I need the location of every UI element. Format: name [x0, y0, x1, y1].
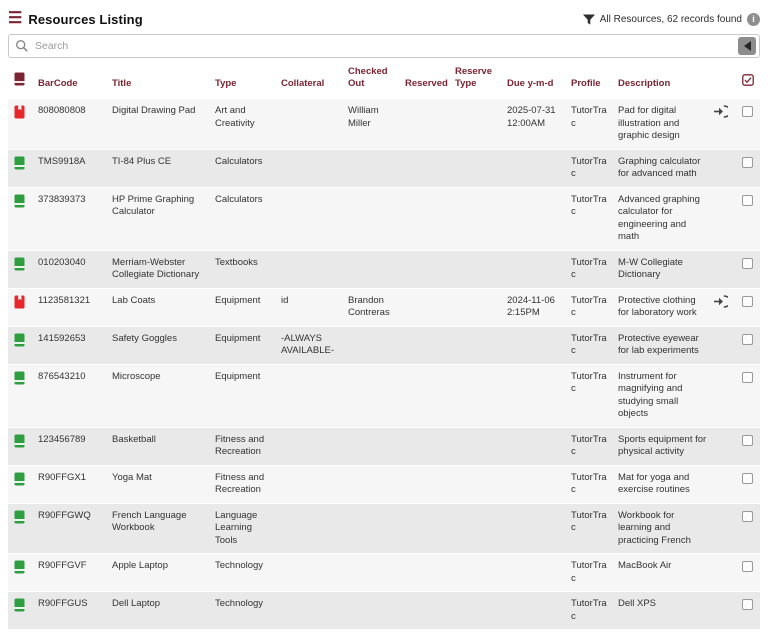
- cell-reserve-type: [451, 503, 503, 554]
- cell-reserve-type: [451, 250, 503, 288]
- table-row[interactable]: [8, 187, 760, 250]
- cell-reserved: [401, 99, 451, 149]
- column-header-action: [711, 60, 737, 99]
- cell-reserve-type: [451, 364, 503, 427]
- green-book-icon: [14, 371, 25, 390]
- cell-action-empty: [711, 364, 737, 427]
- cell-type: Fitness and Recreation: [211, 427, 277, 465]
- cell-reserved: [401, 427, 451, 465]
- cell-action-empty: [711, 427, 737, 465]
- cell-description: Pad for digital illustration and graphic design: [614, 99, 711, 149]
- row-checkbox[interactable]: [742, 157, 753, 168]
- table-row[interactable]: [8, 503, 760, 554]
- cell-barcode: R90FFGUS: [34, 592, 108, 630]
- cell-profile: TutorTrac: [567, 99, 614, 149]
- cell-profile: TutorTrac: [567, 149, 614, 187]
- row-checkbox[interactable]: [742, 296, 753, 307]
- cell-barcode: 1123581321: [34, 288, 108, 326]
- cell-due: [503, 427, 567, 465]
- cell-description: Protective clothing for laboratory work: [614, 288, 711, 326]
- cell-due: [503, 364, 567, 427]
- cell-due: [503, 554, 567, 592]
- cell-profile: TutorTrac: [567, 364, 614, 427]
- column-header-collateral[interactable]: Collateral: [277, 60, 344, 99]
- sign-in-arrow-icon[interactable]: [713, 295, 728, 313]
- cell-description: Graphing calculator for advanced math: [614, 149, 711, 187]
- row-checkbox[interactable]: [742, 106, 753, 117]
- column-header-checked-out[interactable]: Checked Out: [344, 60, 401, 99]
- funnel-icon[interactable]: [583, 14, 595, 25]
- cell-title: HP Prime Graphing Calculator: [108, 187, 211, 250]
- cell-description: Protective eyewear for lab experiments: [614, 326, 711, 364]
- row-checkbox[interactable]: [742, 599, 753, 610]
- cell-reserved: [401, 503, 451, 554]
- cell-due: [503, 250, 567, 288]
- cell-due: [503, 187, 567, 250]
- cell-barcode: 808080808: [34, 99, 108, 149]
- row-checkbox[interactable]: [742, 372, 753, 383]
- cell-title: Basketball: [108, 427, 211, 465]
- row-checkbox[interactable]: [742, 435, 753, 446]
- table-row[interactable]: [8, 592, 760, 630]
- hamburger-icon[interactable]: ☰: [8, 10, 23, 27]
- cell-collateral: [277, 149, 344, 187]
- cell-checked-out: [344, 592, 401, 630]
- cell-barcode: TMS9918A: [34, 149, 108, 187]
- green-book-icon: [14, 156, 25, 175]
- cell-profile: TutorTrac: [567, 326, 614, 364]
- cell-type: Equipment: [211, 364, 277, 427]
- cell-action-empty: [711, 503, 737, 554]
- cell-type: Equipment: [211, 288, 277, 326]
- cell-collateral: [277, 592, 344, 630]
- green-book-icon: [14, 434, 25, 453]
- cell-checked-out: [344, 503, 401, 554]
- table-row[interactable]: [8, 250, 760, 288]
- cell-type: Language Learning Tools: [211, 503, 277, 554]
- table-row[interactable]: [8, 99, 760, 149]
- cell-type: Art and Creativity: [211, 99, 277, 149]
- table-row[interactable]: [8, 364, 760, 427]
- cell-profile: TutorTrac: [567, 592, 614, 630]
- cell-reserved: [401, 288, 451, 326]
- cell-due: [503, 465, 567, 503]
- cell-type: Textbooks: [211, 250, 277, 288]
- cell-reserved: [401, 554, 451, 592]
- top-bar: [8, 8, 760, 30]
- cell-reserve-type: [451, 326, 503, 364]
- cell-collateral: [277, 187, 344, 250]
- cell-profile: TutorTrac: [567, 187, 614, 250]
- row-checkbox[interactable]: [742, 334, 753, 345]
- cell-collateral: [277, 427, 344, 465]
- row-checkbox[interactable]: [742, 195, 753, 206]
- cell-type: Calculators: [211, 187, 277, 250]
- cell-reserved: [401, 326, 451, 364]
- row-checkbox[interactable]: [742, 473, 753, 484]
- cell-profile: TutorTrac: [567, 427, 614, 465]
- table-row[interactable]: [8, 326, 760, 364]
- column-header-reserve-type[interactable]: Reserve Type: [451, 60, 503, 99]
- cell-collateral: id: [277, 288, 344, 326]
- cell-reserve-type: [451, 99, 503, 149]
- column-header-barcode[interactable]: BarCode: [34, 60, 108, 99]
- search-input[interactable]: [8, 34, 760, 58]
- sign-in-arrow-icon[interactable]: [713, 105, 728, 123]
- cell-description: Dell XPS: [614, 592, 711, 630]
- cell-checked-out: [344, 187, 401, 250]
- cell-checked-out: William Miller: [344, 99, 401, 149]
- cell-barcode: R90FFGWQ: [34, 503, 108, 554]
- cell-barcode: 123456789: [34, 427, 108, 465]
- cell-title: Lab Coats: [108, 288, 211, 326]
- red-book-icon: [14, 295, 25, 314]
- cell-action-empty: [711, 326, 737, 364]
- column-header-due[interactable]: Due y-m-d: [503, 60, 567, 99]
- row-checkbox[interactable]: [742, 561, 753, 572]
- cell-description: Advanced graphing calculator for engineering and math: [614, 187, 711, 250]
- green-book-icon: [14, 257, 25, 276]
- cell-barcode: 141592653: [34, 326, 108, 364]
- cell-collateral: -ALWAYS AVAILABLE-: [277, 326, 344, 364]
- table-body: [8, 99, 760, 630]
- cell-description: MacBook Air: [614, 554, 711, 592]
- red-book-icon: [14, 105, 25, 124]
- cell-barcode: 373839373: [34, 187, 108, 250]
- cell-title: Dell Laptop: [108, 592, 211, 630]
- cell-action-empty: [711, 465, 737, 503]
- column-header-title[interactable]: Title: [108, 60, 211, 99]
- cell-due: 2025-07-31 12:00AM: [503, 99, 567, 149]
- green-book-icon: [14, 194, 25, 213]
- cell-collateral: [277, 465, 344, 503]
- magnifier-icon: [15, 39, 29, 58]
- cell-reserved: [401, 250, 451, 288]
- cell-action-empty: [711, 554, 737, 592]
- cell-due: [503, 326, 567, 364]
- cell-title: TI-84 Plus CE: [108, 149, 211, 187]
- column-header-profile[interactable]: Profile: [567, 60, 614, 99]
- cell-title: Microscope: [108, 364, 211, 427]
- cell-title: Safety Goggles: [108, 326, 211, 364]
- cell-description: Instrument for magnifying and studying small objects: [614, 364, 711, 427]
- table-row[interactable]: [8, 427, 760, 465]
- cell-barcode: 010203040: [34, 250, 108, 288]
- cell-type: Equipment: [211, 326, 277, 364]
- cell-action-empty: [711, 149, 737, 187]
- column-header-reserved[interactable]: Reserved: [401, 60, 451, 99]
- cell-type: Calculators: [211, 149, 277, 187]
- cell-checked-out: [344, 465, 401, 503]
- cell-profile: TutorTrac: [567, 465, 614, 503]
- cell-profile: TutorTrac: [567, 503, 614, 554]
- cell-collateral: [277, 250, 344, 288]
- cell-type: Technology: [211, 592, 277, 630]
- row-checkbox[interactable]: [742, 258, 753, 269]
- cell-type: Fitness and Recreation: [211, 465, 277, 503]
- cell-barcode: R90FFGVF: [34, 554, 108, 592]
- cell-collateral: [277, 503, 344, 554]
- green-book-icon: [14, 560, 25, 579]
- green-book-icon: [14, 333, 25, 352]
- cell-due: [503, 592, 567, 630]
- checked-checkbox-icon[interactable]: [737, 60, 760, 99]
- collapse-left-icon[interactable]: [738, 37, 756, 55]
- table-row[interactable]: [8, 149, 760, 187]
- cell-title: Apple Laptop: [108, 554, 211, 592]
- cell-reserved: [401, 364, 451, 427]
- cell-collateral: [277, 554, 344, 592]
- cell-checked-out: Brandon Contreras: [344, 288, 401, 326]
- cell-reserve-type: [451, 592, 503, 630]
- cell-due: [503, 149, 567, 187]
- cell-reserved: [401, 465, 451, 503]
- cell-reserve-type: [451, 288, 503, 326]
- cell-collateral: [277, 364, 344, 427]
- green-book-icon: [14, 510, 25, 529]
- cell-checked-out: [344, 364, 401, 427]
- cell-barcode: 876543210: [34, 364, 108, 427]
- cell-reserved: [401, 592, 451, 630]
- cell-profile: TutorTrac: [567, 250, 614, 288]
- cell-reserve-type: [451, 427, 503, 465]
- cell-action-empty: [711, 250, 737, 288]
- column-header-description[interactable]: Description: [614, 60, 711, 99]
- cell-action-empty: [711, 592, 737, 630]
- cell-description: Sports equipment for physical activity: [614, 427, 711, 465]
- cell-barcode: R90FFGX1: [34, 465, 108, 503]
- green-book-icon: [14, 472, 25, 491]
- cell-reserve-type: [451, 465, 503, 503]
- cell-reserved: [401, 187, 451, 250]
- cell-profile: TutorTrac: [567, 288, 614, 326]
- cell-title: Yoga Mat: [108, 465, 211, 503]
- cell-checked-out: [344, 250, 401, 288]
- cell-reserve-type: [451, 187, 503, 250]
- cell-collateral: [277, 99, 344, 149]
- table-header-row: [8, 60, 760, 99]
- book-icon: [8, 60, 34, 99]
- cell-checked-out: [344, 554, 401, 592]
- cell-reserve-type: [451, 554, 503, 592]
- cell-type: Technology: [211, 554, 277, 592]
- cell-title: Merriam-Webster Collegiate Dictionary: [108, 250, 211, 288]
- cell-description: Mat for yoga and exercise routines: [614, 465, 711, 503]
- cell-action-empty: [711, 187, 737, 250]
- filter-summary: All Resources, 62 records found: [599, 13, 742, 25]
- cell-due: [503, 503, 567, 554]
- info-icon[interactable]: i: [747, 13, 760, 26]
- cell-description: M-W Collegiate Dictionary: [614, 250, 711, 288]
- table-row[interactable]: [8, 554, 760, 592]
- cell-title: Digital Drawing Pad: [108, 99, 211, 149]
- cell-due: 2024-11-06 2:15PM: [503, 288, 567, 326]
- cell-checked-out: [344, 326, 401, 364]
- cell-description: Workbook for learning and practicing French: [614, 503, 711, 554]
- cell-reserved: [401, 149, 451, 187]
- filter-status-area: [583, 13, 760, 26]
- cell-profile: TutorTrac: [567, 554, 614, 592]
- table-row[interactable]: [8, 288, 760, 326]
- row-checkbox[interactable]: [742, 511, 753, 522]
- cell-checked-out: [344, 427, 401, 465]
- search-bar: [8, 34, 760, 58]
- table-row[interactable]: [8, 465, 760, 503]
- resources-table: [8, 60, 760, 630]
- green-book-icon: [14, 598, 25, 617]
- cell-reserve-type: [451, 149, 503, 187]
- cell-checked-out: [344, 149, 401, 187]
- cell-title: French Language Workbook: [108, 503, 211, 554]
- page-title: Resources Listing: [28, 11, 143, 27]
- column-header-type[interactable]: Type: [211, 60, 277, 99]
